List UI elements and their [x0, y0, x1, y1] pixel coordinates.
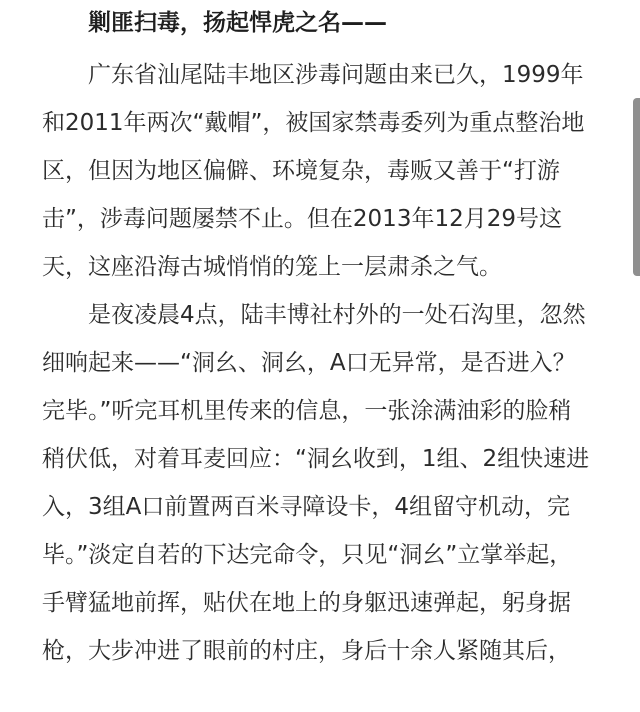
- paragraph-line: 枪，大步冲进了眼前的村庄，身后十余人紧随其后，: [42, 638, 571, 664]
- paragraph-line: 完毕。”听完耳机里传来的信息，一张涂满油彩的脸稍: [42, 398, 572, 424]
- paragraph-line: 毕。”淡定自若的下达完命令，只见“洞幺”立掌举起，: [42, 542, 573, 568]
- paragraph-line: 手臂猛地前挥，贴伏在地上的身躯迅速弹起，躬身据: [42, 590, 571, 616]
- paragraph-line: 稍伏低，对着耳麦回应：“洞幺收到，1组、2组快速进: [42, 446, 590, 472]
- paragraph-line: 是夜凌晨4点，陆丰博社村外的一处石沟里，忽然: [88, 302, 586, 328]
- scrollbar-thumb[interactable]: [633, 98, 640, 276]
- section-heading: 剿匪扫毒，扬起悍虎之名——: [88, 10, 387, 36]
- paragraph-line: 细响起来——“洞幺、洞幺，A口无异常，是否进入？: [42, 350, 576, 376]
- paragraph-line: 入，3组A口前置两百米寻障设卡，4组留守机动，完: [42, 494, 571, 520]
- paragraph-1: [42, 51, 584, 291]
- paragraph-line: 广东省汕尾陆丰地区涉毒问题由来已久，1999年: [88, 62, 584, 88]
- paragraph-line: 和2011年两次“戴帽”，被国家禁毒委列为重点整治地: [42, 110, 585, 136]
- paragraph-line: 天，这座沿海古城悄悄的笼上一层肃杀之气。: [42, 254, 502, 280]
- paragraph-line: 击”，涉毒问题屡禁不止。但在2013年12月29号这: [42, 206, 562, 232]
- paragraph-line: 区，但因为地区偏僻、环境复杂，毒贩又善于“打游: [42, 158, 560, 184]
- paragraph-2: [42, 291, 589, 675]
